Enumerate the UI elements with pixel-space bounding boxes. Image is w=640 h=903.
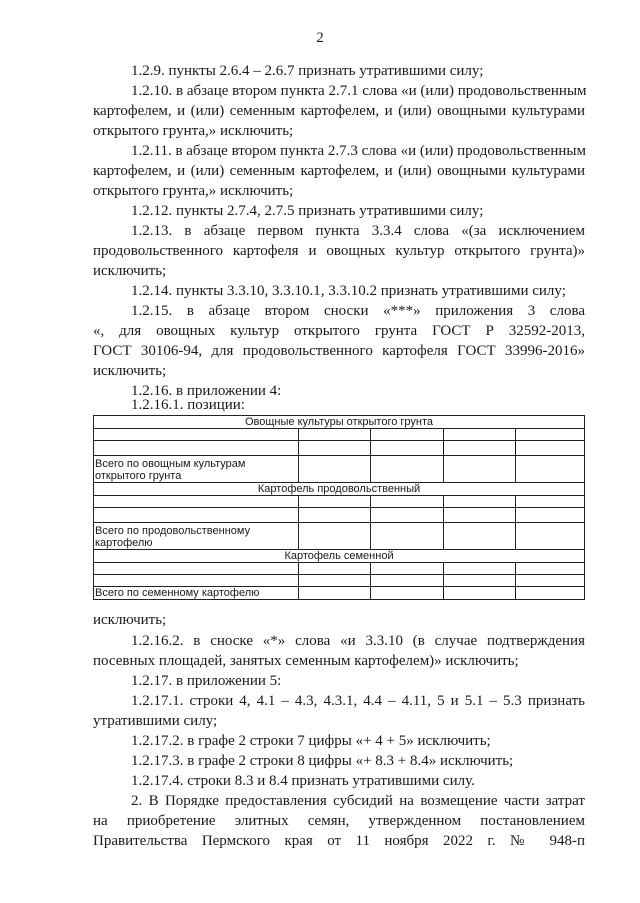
table-row xyxy=(94,496,585,508)
para-1-2-11-line-1: 1.2.11. в абзаце втором пункта 2.7.3 слова «и (или) продовольственным xyxy=(131,143,586,159)
table-row xyxy=(94,575,585,587)
para-1-2-17-3: 1.2.17.3. в графе 2 строки 8 цифры «+ 8.3 + 8.4» исключить; xyxy=(131,753,514,769)
para-1-2-17-1-line-1: 1.2.17.1. строки 4, 4.1 – 4.3, 4.3.1, 4.4 – 4.11, 5 и 5.1 – 5.3 признать xyxy=(131,693,585,709)
para-1-2-10-line-3: открытого грунта,» исключить; xyxy=(93,123,294,139)
after-table-text: исключить; xyxy=(93,612,167,628)
para-1-2-17-2: 1.2.17.2. в графе 2 строки 7 цифры «+ 4 + 5» исключить; xyxy=(131,733,491,749)
para-1-2-11-line-3: открытого грунта,» исключить; xyxy=(93,183,294,199)
para-1-2-15-line-4: исключить; xyxy=(93,363,167,379)
section-header-vegetables: Овощные культуры открытого грунта xyxy=(94,416,585,429)
para-1-2-16: 1.2.16. в приложении 4: xyxy=(131,383,282,399)
table-row xyxy=(94,456,585,483)
para-1-2-16-2-line-2: посевных площадей, занятых семенным картофелем)» исключить; xyxy=(93,653,519,669)
para-2-line-2: на приобретение элитных семян, утвержденном постановлением xyxy=(93,813,585,829)
para-1-2-15-line-2: «, для овощных культур открытого грунта ГОСТ Р 32592-2013, xyxy=(93,323,585,339)
para-1-2-15-line-3: ГОСТ 30106-94, для продовольственного картофеля ГОСТ 33996-2016» xyxy=(93,343,585,359)
table-row xyxy=(94,429,585,441)
table-row xyxy=(94,587,585,600)
table-row xyxy=(94,508,585,523)
table-row xyxy=(94,550,585,563)
para-1-2-12: 1.2.12. пункты 2.7.4, 2.7.5 признать утратившими силу; xyxy=(131,203,484,219)
para-1-2-16-2-line-1: 1.2.16.2. в сноске «*» слова «и 3.3.10 (в случае подтверждения xyxy=(131,633,585,649)
table-row xyxy=(94,483,585,496)
section-header-food-potatoes: Картофель продовольственный xyxy=(94,483,585,496)
table-row xyxy=(94,441,585,456)
para-1-2-13-line-1: 1.2.13. в абзаце первом пункта 3.3.4 слова «(за исключением xyxy=(131,223,585,239)
table-row xyxy=(94,523,585,550)
para-2-line-3: Правительства Пермского края от 11 ноября 2022 г. № 948-п xyxy=(93,833,585,849)
page-number: 2 xyxy=(316,30,324,46)
table-row xyxy=(94,563,585,575)
para-1-2-13-line-3: исключить; xyxy=(93,263,167,279)
para-1-2-10-line-2: картофелем, и (или) семенным картофелем, и (или) овощными культурами xyxy=(93,103,585,119)
para-2-line-1: 2. В Порядке предоставления субсидий на возмещение части затрат xyxy=(131,793,585,809)
positions-table xyxy=(93,415,585,600)
para-1-2-16-1: 1.2.16.1. позиции: xyxy=(131,397,245,413)
section-header-seed-potatoes: Картофель семенной xyxy=(94,550,585,563)
para-1-2-14: 1.2.14. пункты 3.3.10, 3.3.10.1, 3.3.10.2 признать утратившими силу; xyxy=(131,283,566,299)
para-1-2-17: 1.2.17. в приложении 5: xyxy=(131,673,282,689)
table-row xyxy=(94,416,585,429)
total-food-potatoes-label: Всего по продовольственному картофелю xyxy=(94,523,299,550)
para-1-2-10-line-1: 1.2.10. в абзаце втором пункта 2.7.1 слова «и (или) продовольственным xyxy=(131,83,587,99)
para-1-2-9: 1.2.9. пункты 2.6.4 – 2.6.7 признать утратившими силу; xyxy=(131,63,484,79)
para-1-2-17-4: 1.2.17.4. строки 8.3 и 8.4 признать утратившими силу. xyxy=(131,773,475,789)
para-1-2-17-1-line-2: утратившими силу; xyxy=(93,713,218,729)
para-1-2-11-line-2: картофелем, и (или) семенным картофелем, и (или) овощными культурами xyxy=(93,163,585,179)
para-1-2-13-line-2: продовольственного картофеля и овощных культур открытого грунта)» xyxy=(93,243,585,259)
para-1-2-15-line-1: 1.2.15. в абзаце втором сноски «***» приложения 3 слова xyxy=(131,303,585,319)
total-seed-potatoes-label: Всего по семенному картофелю xyxy=(94,587,299,600)
total-vegetables-label: Всего по овощным культурам открытого грунта xyxy=(94,456,299,483)
